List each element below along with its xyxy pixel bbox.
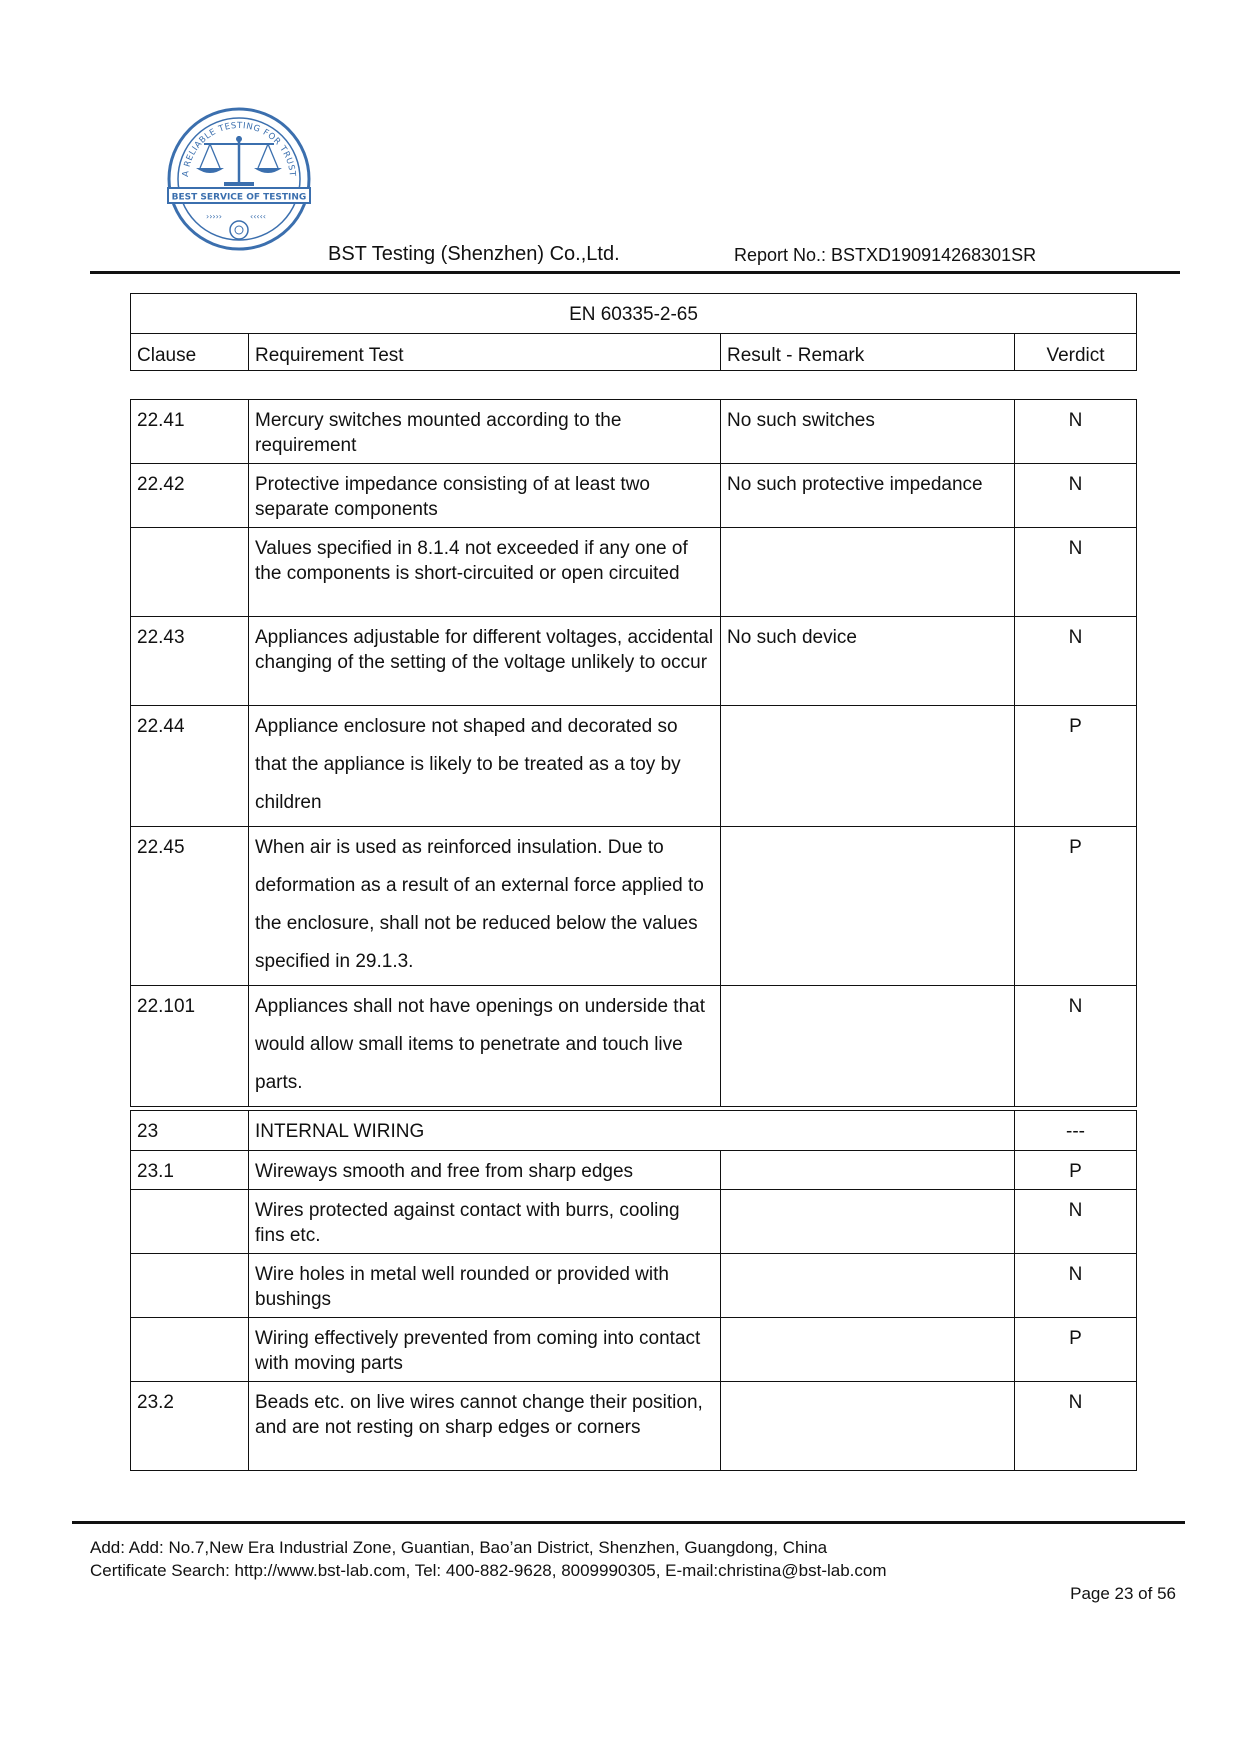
verdict-cell: N bbox=[1015, 617, 1137, 706]
clause-cell: 23.2 bbox=[131, 1382, 249, 1471]
remark-cell: No such switches bbox=[721, 400, 1015, 464]
requirement-cell: Wireways smooth and free from sharp edges bbox=[249, 1151, 721, 1190]
table-header bbox=[130, 293, 1137, 371]
remark-cell bbox=[721, 1382, 1015, 1471]
column-header-verdict: Verdict bbox=[1015, 334, 1137, 371]
verdict-cell: P bbox=[1015, 706, 1137, 827]
column-header-clause: Clause bbox=[131, 334, 249, 371]
remark-cell bbox=[721, 986, 1015, 1107]
remark-cell bbox=[721, 528, 1015, 617]
remark-cell bbox=[721, 827, 1015, 986]
table-row bbox=[131, 1382, 1137, 1471]
page-number: Page 23 of 56 bbox=[1070, 1584, 1176, 1603]
table-row bbox=[131, 1190, 1137, 1254]
table-row bbox=[131, 706, 1137, 827]
clause-cell: 22.43 bbox=[131, 617, 249, 706]
remark-cell bbox=[721, 1151, 1015, 1190]
table-row bbox=[131, 827, 1137, 986]
verdict-cell: N bbox=[1015, 1382, 1137, 1471]
verdict-cell: P bbox=[1015, 1318, 1137, 1382]
remark-cell: No such device bbox=[721, 617, 1015, 706]
footer-contact: Certificate Search: http://www.bst-lab.com, Tel: 400-882-9628, 8009990305, E-mail:christina@bst-lab.com bbox=[90, 1561, 887, 1580]
verdict-cell: N bbox=[1015, 1254, 1137, 1318]
company-name: BST Testing (Shenzhen) Co.,Ltd. bbox=[328, 243, 620, 265]
remark-cell bbox=[721, 1190, 1015, 1254]
balance-scale-icon bbox=[166, 106, 312, 252]
clause-cell bbox=[131, 528, 249, 617]
requirement-cell: Mercury switches mounted according to the requirement bbox=[249, 400, 721, 464]
verdict-cell: N bbox=[1015, 1190, 1137, 1254]
table-row bbox=[131, 986, 1137, 1107]
section-clause: 23 bbox=[131, 1111, 249, 1151]
clause-cell: 22.41 bbox=[131, 400, 249, 464]
table-row bbox=[131, 400, 1137, 464]
verdict-cell: P bbox=[1015, 827, 1137, 986]
header-divider bbox=[90, 271, 1180, 274]
remark-cell bbox=[721, 1318, 1015, 1382]
clause-cell: 22.42 bbox=[131, 464, 249, 528]
verdict-cell: N bbox=[1015, 400, 1137, 464]
requirement-cell: Appliances shall not have openings on underside that would allow small items to penetrate and touch live parts. bbox=[249, 986, 721, 1107]
remark-cell bbox=[721, 1254, 1015, 1318]
requirement-cell: Wiring effectively prevented from coming into contact with moving parts bbox=[249, 1318, 721, 1382]
requirement-cell: Wire holes in metal well rounded or provided with bushings bbox=[249, 1254, 721, 1318]
requirement-cell: Values specified in 8.1.4 not exceeded if any one of the components is short-circuited or open circuited bbox=[249, 528, 721, 617]
clause-cell: 23.1 bbox=[131, 1151, 249, 1190]
section-heading-row bbox=[131, 1111, 1137, 1151]
column-header-requirement: Requirement Test bbox=[249, 334, 721, 371]
clause-cell: 22.101 bbox=[131, 986, 249, 1107]
report-number: Report No.: BSTXD190914268301SR bbox=[734, 245, 1037, 265]
footer-address: Add: Add: No.7,New Era Industrial Zone, Guantian, Bao’an District, Shenzhen, Guangdong, China bbox=[90, 1538, 828, 1557]
section-title: INTERNAL WIRING bbox=[249, 1111, 1015, 1151]
verdict-cell: N bbox=[1015, 528, 1137, 617]
table-row bbox=[131, 1254, 1137, 1318]
remark-cell: No such protective impedance bbox=[721, 464, 1015, 528]
section-verdict: --- bbox=[1015, 1111, 1137, 1151]
clause-22-table bbox=[130, 399, 1137, 1107]
requirement-cell: Beads etc. on live wires cannot change their position, and are not resting on sharp edges or corners bbox=[249, 1382, 721, 1471]
table-row bbox=[131, 528, 1137, 617]
footer-divider bbox=[72, 1521, 1185, 1524]
clause-cell bbox=[131, 1254, 249, 1318]
verdict-cell: N bbox=[1015, 464, 1137, 528]
company-logo bbox=[166, 106, 312, 252]
footer-block bbox=[90, 1536, 887, 1582]
verdict-cell: P bbox=[1015, 1151, 1137, 1190]
verdict-cell: N bbox=[1015, 986, 1137, 1107]
logo-arc-text: A RELIABLE TESTING FOR TRUST bbox=[180, 120, 298, 178]
table-row bbox=[131, 1151, 1137, 1190]
clause-23-table bbox=[130, 1110, 1137, 1471]
requirement-cell: When air is used as reinforced insulation. Due to deformation as a result of an external force applied to the enclosure, shall not be reduced below the values specified in 29.1.3. bbox=[249, 827, 721, 986]
requirement-cell: Appliance enclosure not shaped and decorated so that the appliance is likely to be treated as a toy by children bbox=[249, 706, 721, 827]
logo-band-text: BEST SERVICE OF TESTING bbox=[171, 192, 307, 203]
table-row bbox=[131, 464, 1137, 528]
table-row bbox=[131, 1318, 1137, 1382]
svg-text:‹‹‹‹‹: ‹‹‹‹‹ bbox=[250, 212, 266, 221]
clause-cell bbox=[131, 1190, 249, 1254]
requirement-cell: Protective impedance consisting of at least two separate components bbox=[249, 464, 721, 528]
requirement-cell: Wires protected against contact with burrs, cooling fins etc. bbox=[249, 1190, 721, 1254]
svg-text:›››››: ››››› bbox=[206, 212, 222, 221]
clause-cell: 22.44 bbox=[131, 706, 249, 827]
standard-title: EN 60335-2-65 bbox=[131, 294, 1137, 334]
clause-cell: 22.45 bbox=[131, 827, 249, 986]
column-header-remark: Result - Remark bbox=[721, 334, 1015, 371]
clause-cell bbox=[131, 1318, 249, 1382]
table-row bbox=[131, 617, 1137, 706]
requirement-cell: Appliances adjustable for different voltages, accidental changing of the setting of the voltage unlikely to occur bbox=[249, 617, 721, 706]
remark-cell bbox=[721, 706, 1015, 827]
